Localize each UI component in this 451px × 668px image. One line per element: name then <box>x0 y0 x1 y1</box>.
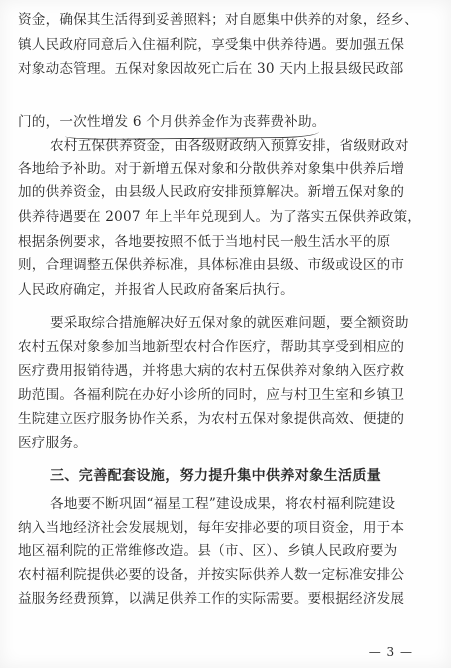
text-line: 门的，一次性增发 6 个月供养金作为丧葬费补助。 <box>18 114 326 130</box>
text-line: 各地要不断巩固“福星工程”建设成果，将农村福利院建设 <box>50 496 396 512</box>
text-line: 地区福利院的正常维修改造。县（市、区）、乡镇人民政府要为 <box>18 543 398 559</box>
text-line: 益服务经费预算，以满足供养工作的实际需要。要根据经济发展 <box>18 591 405 607</box>
text-line: 人民政府确定，并报省人民政府备案后执行。 <box>18 282 294 298</box>
text-line: 则，合理调整五保供养标准，具体标准由县级、市级或设区的市 <box>18 257 405 273</box>
text-line: 医疗服务。 <box>18 435 87 451</box>
text-line: 农村福利院提供必要的设备，并按实际供养人数一定标准安排公 <box>18 567 405 583</box>
text-line: 农村五保供养资金，由各级财政纳入预算安排，省级财政对 <box>50 138 409 154</box>
text-line: 对象动态管理。五保对象因故死亡后在 30 天内上报县级民政部 <box>18 61 404 77</box>
page-number: — 3 — <box>368 645 413 659</box>
text-line: 加的供养资金，由县级人民政府安排预算解决。新增五保对象的 <box>18 184 405 200</box>
text-line: 纳入当地经济社会发展规划，每年安排必要的项目资金，用于本 <box>18 520 405 536</box>
text-line: 镇人民政府同意后入住福利院，享受集中供养待遇。要加强五保 <box>18 37 405 53</box>
section-heading: 三、完善配套设施，努力提升集中供养对象生活质量 <box>50 468 382 484</box>
text-line: 根据条例要求，各地要按照不低于当地村民一般生活水平的原 <box>18 234 391 250</box>
text-line: 各地给予补助。对于新增五保对象和分散供养对象集中供养后增 <box>18 161 405 177</box>
text-line: 生院建立医疗服务协作关系，为农村五保对象提供高效、便捷的 <box>18 411 405 427</box>
text-line: 农村五保对象参加当地新型农村合作医疗，帮助其享受到相应的 <box>18 339 405 355</box>
text-line: 要采取综合措施解决好五保对象的就医难问题，要全额资助 <box>50 315 409 331</box>
text-line: 助范围。各福利院在办好小诊所的同时，应与村卫生室和乡镇卫 <box>18 387 405 403</box>
text-line: 资金，确保其生活得到妥善照料；对自愿集中供养的对象，经乡、 <box>18 12 419 28</box>
text-line: 供养待遇要在 2007 年上半年兑现到人。为了落实五保供养政策， <box>18 209 422 225</box>
text-line: 医疗费用报销待遇，并将患大病的农村五保供养对象纳入医疗救 <box>18 363 405 379</box>
